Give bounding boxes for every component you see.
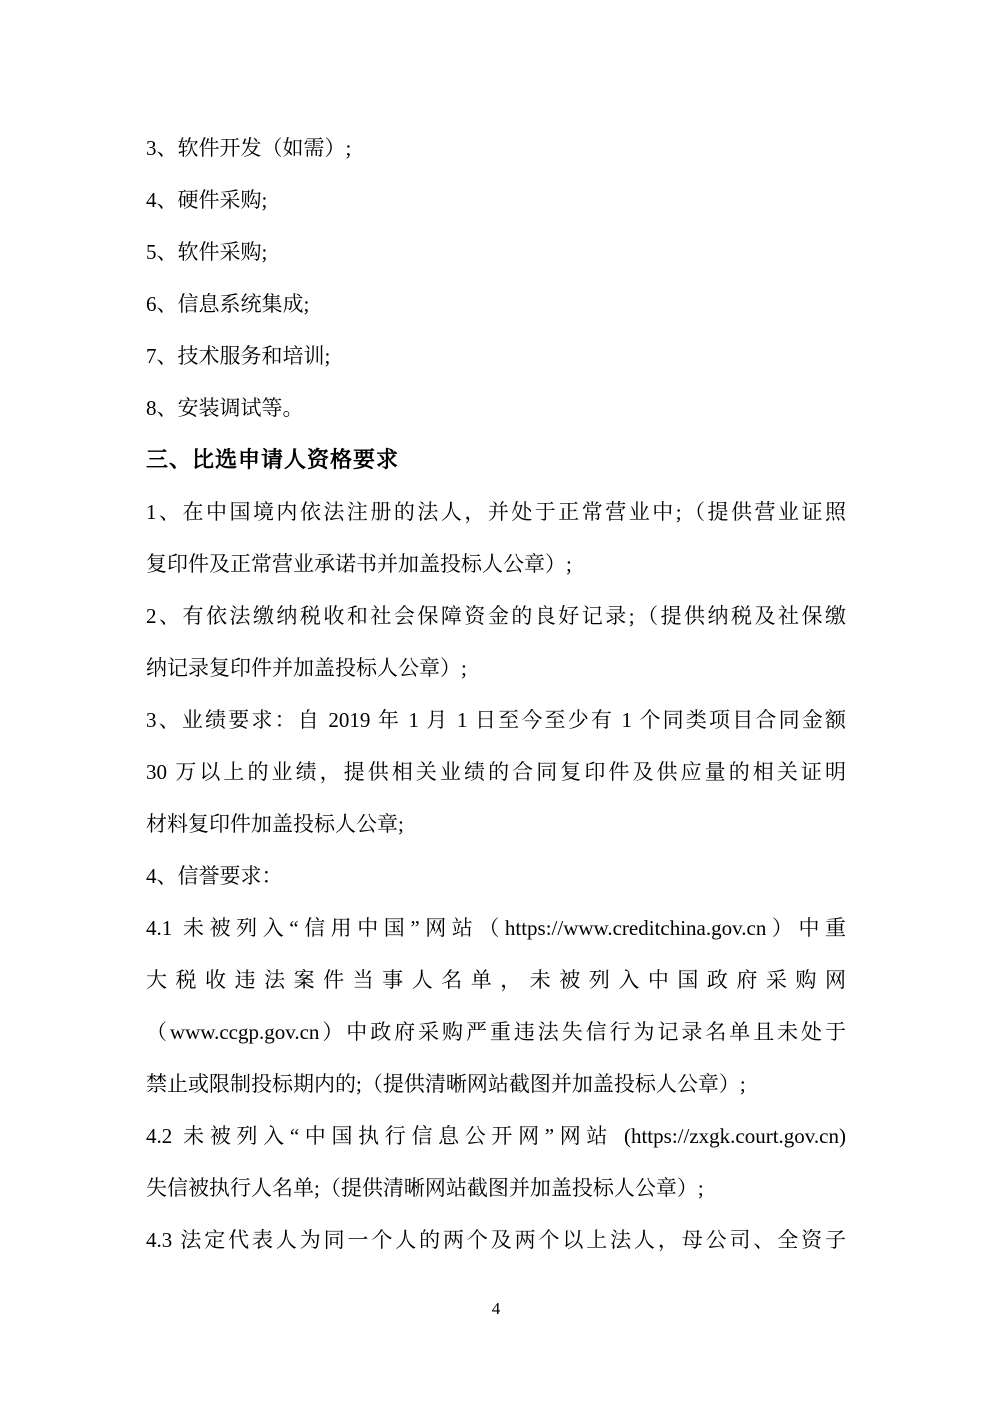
- qualification-line: 4、信誉要求：: [146, 864, 283, 888]
- document-body: [146, 122, 846, 1266]
- qualification-line: 4.1 未被列入“信用中国”网站（https://www.creditchina.gov.cn）中重: [146, 916, 846, 940]
- page-number: 4: [491, 1299, 501, 1318]
- qualification-line: 1、在中国境内依法注册的法人，并处于正常营业中;（提供营业证照: [146, 500, 846, 524]
- qualification-line: 纳记录复印件并加盖投标人公章）;: [146, 656, 467, 680]
- qualification-line: 失信被执行人名单;（提供清晰网站截图并加盖投标人公章）;: [146, 1176, 704, 1200]
- scope-list-item: 5、软件采购;: [146, 240, 268, 264]
- qualification-line: 4.3 法定代表人为同一个人的两个及两个以上法人，母公司、全资子: [146, 1228, 846, 1252]
- qualification-line: 3、业绩要求：自 2019 年 1 月 1 日至今至少有 1 个同类项目合同金额: [146, 708, 846, 732]
- qualification-line: 大税收违法案件当事人名单，未被列入中国政府采购网: [146, 968, 846, 992]
- qualification-line: 禁止或限制投标期内的;（提供清晰网站截图并加盖投标人公章）;: [146, 1072, 746, 1096]
- qualification-line: 30 万以上的业绩，提供相关业绩的合同复印件及供应量的相关证明: [146, 760, 846, 784]
- section-heading-qualification-requirements: 三、比选申请人资格要求: [146, 447, 400, 472]
- scope-list-item: 8、安装调试等。: [146, 396, 304, 420]
- qualification-line: 2、有依法缴纳税收和社会保障资金的良好记录;（提供纳税及社保缴: [146, 604, 846, 628]
- qualification-line: 4.2 未被列入“中国执行信息公开网”网站 (https://zxgk.court.gov.cn): [146, 1124, 846, 1148]
- scope-list-item: 3、软件开发（如需）;: [146, 136, 352, 160]
- scope-list-item: 4、硬件采购;: [146, 188, 268, 212]
- qualification-line: 复印件及正常营业承诺书并加盖投标人公章）;: [146, 552, 572, 576]
- scope-list-item: 6、信息系统集成;: [146, 292, 310, 316]
- qualification-line: （www.ccgp.gov.cn）中政府采购严重违法失信行为记录名单且未处于: [146, 1020, 846, 1044]
- scope-list-item: 7、技术服务和培训;: [146, 344, 331, 368]
- qualification-line: 材料复印件加盖投标人公章;: [146, 812, 404, 836]
